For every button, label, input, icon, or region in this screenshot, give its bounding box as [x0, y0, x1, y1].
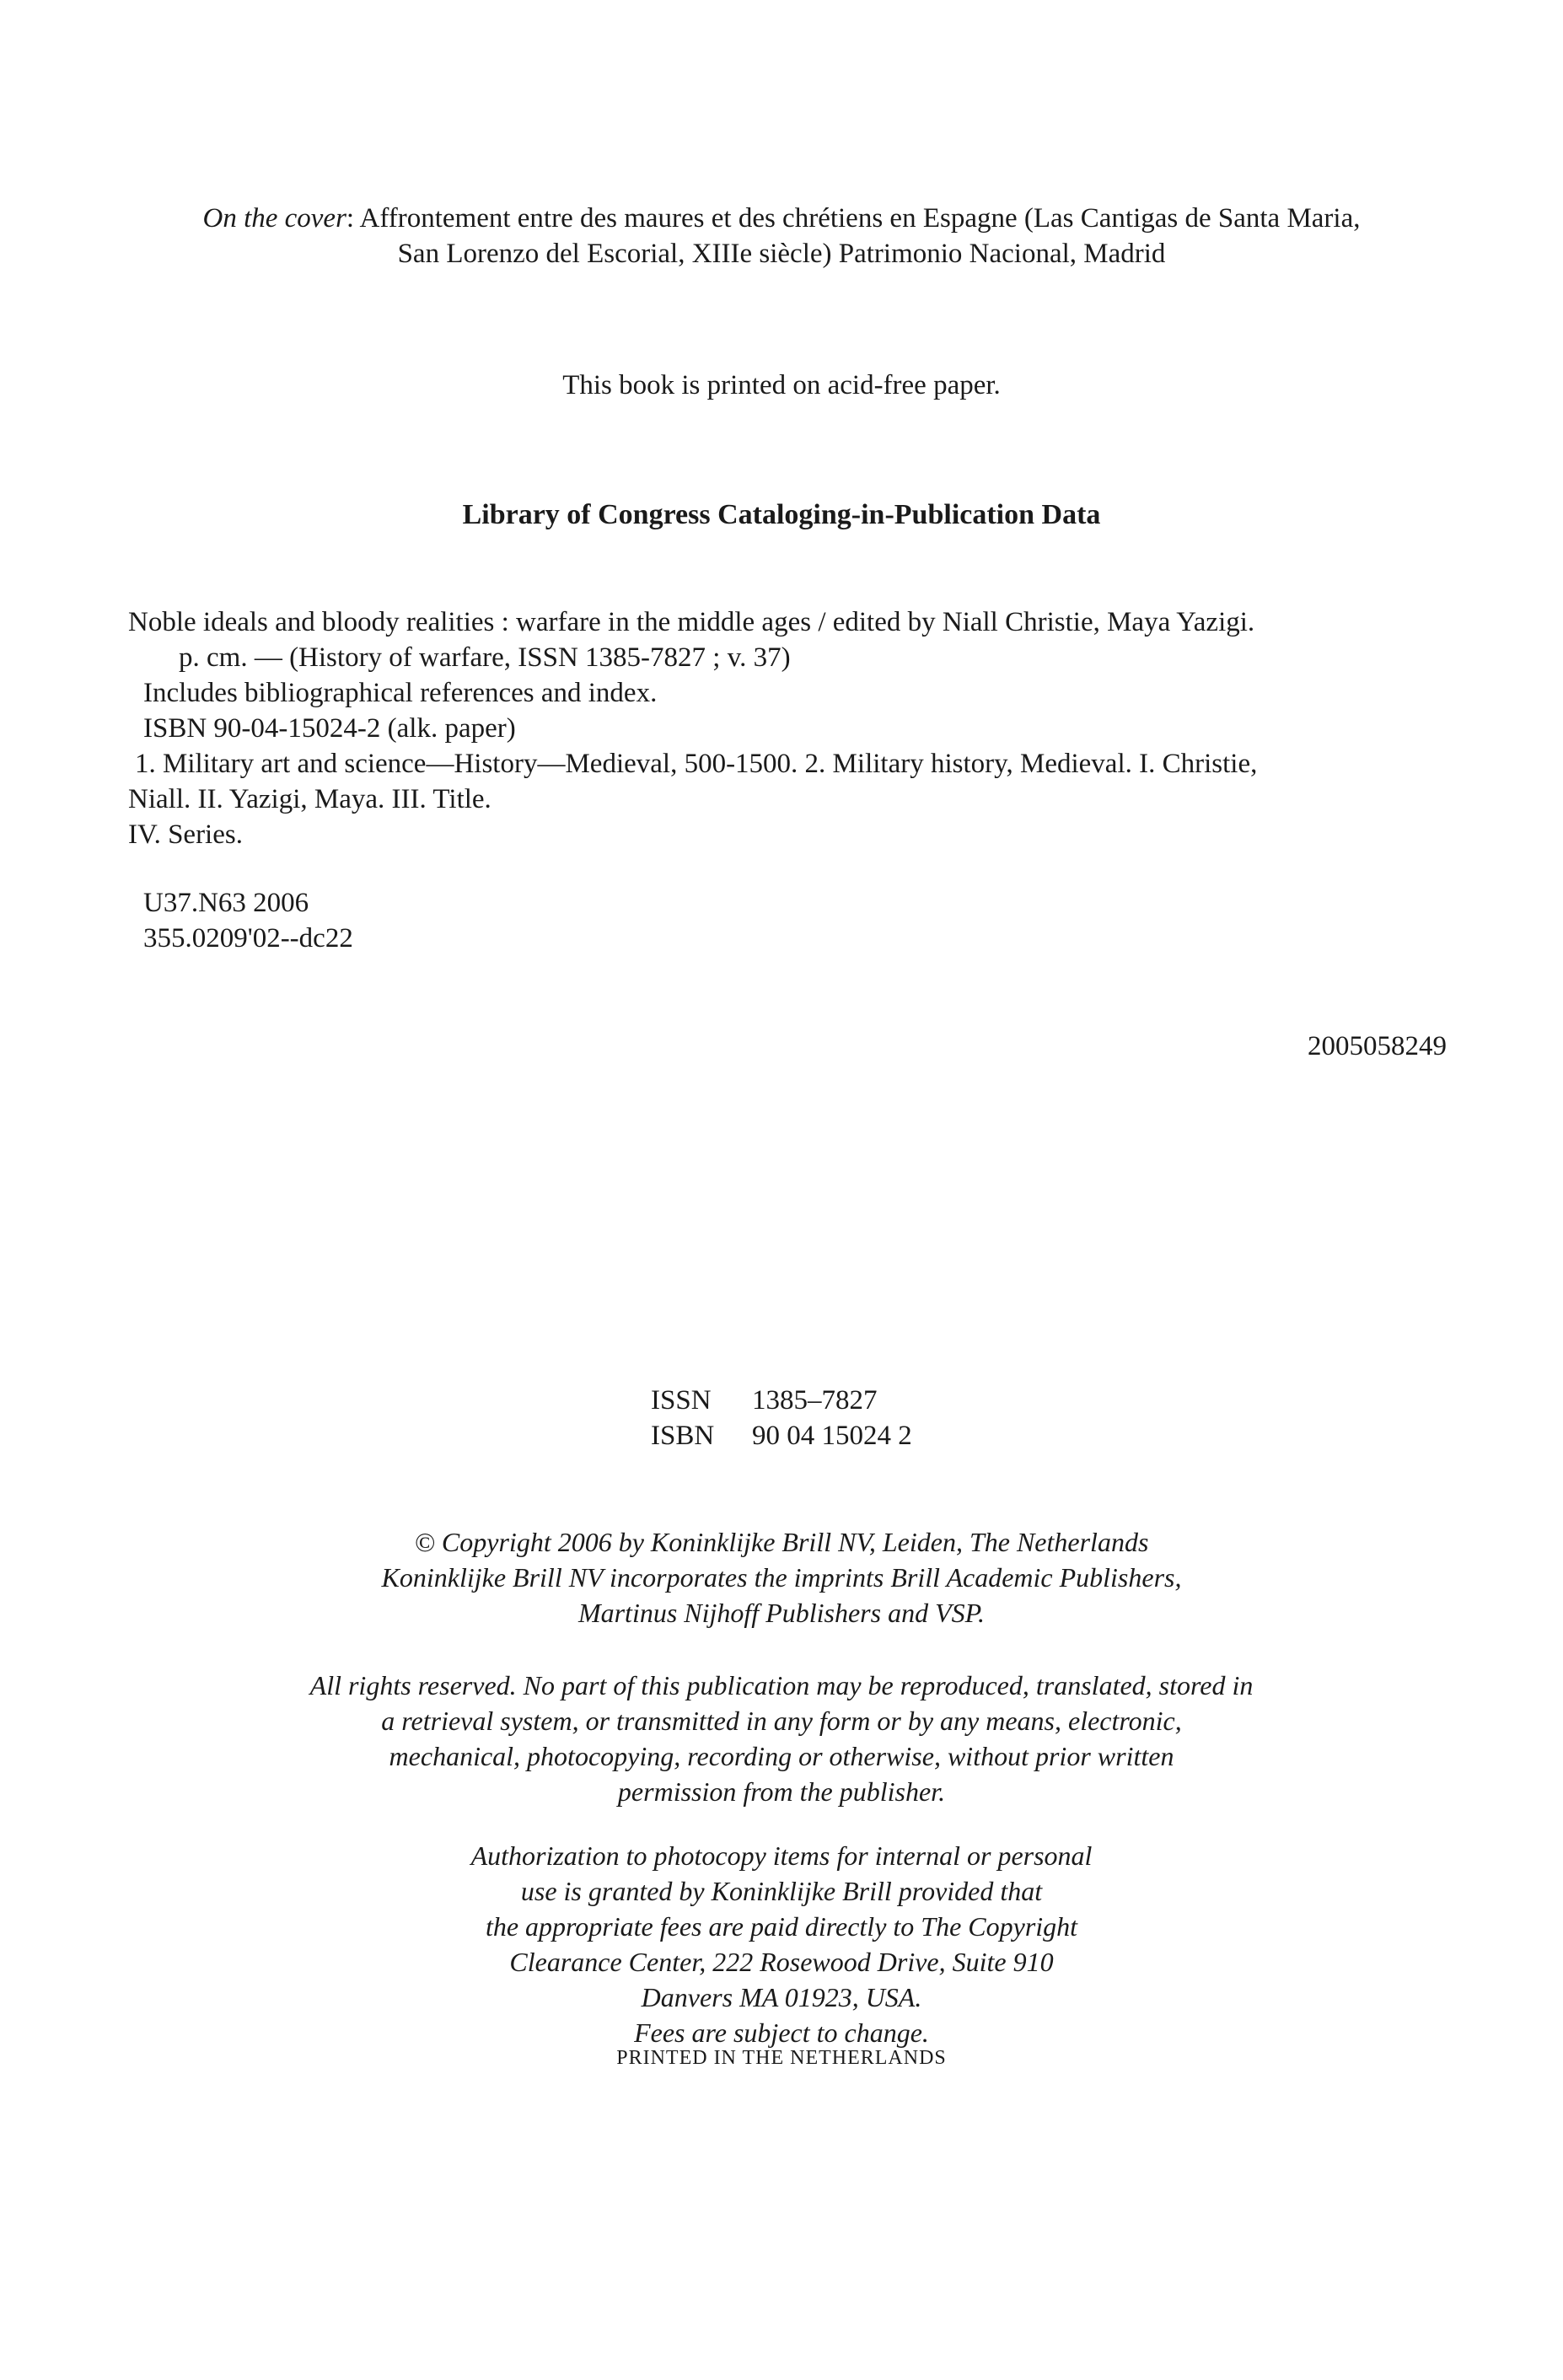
issn-label: ISSN — [651, 1385, 712, 1416]
cip-classification — [143, 885, 353, 956]
isbn-value: 90 04 15024 2 — [752, 1421, 912, 1451]
authorization-line-3: the appropriate fees are paid directly to The Copyright — [485, 1911, 1078, 1942]
rights-line-1: All rights reserved. No part of this publication may be reproduced, translated, stored in — [309, 1670, 1254, 1700]
cip-isbn-line: ISBN 90-04-15024-2 (alk. paper) — [143, 713, 516, 744]
cover-caption-label: On the cover — [202, 203, 346, 234]
rights-notice — [0, 1668, 1563, 1809]
authorization-line-1: Authorization to photocopy items for internal or personal — [470, 1840, 1093, 1871]
copyright-line-1: © Copyright 2006 by Koninklijke Brill NV, Leiden, The Netherlands — [414, 1527, 1149, 1557]
issn-value: 1385–7827 — [752, 1385, 878, 1416]
copyright-line-2: Koninklijke Brill NV incorporates the imprints Brill Academic Publishers, — [381, 1562, 1182, 1593]
cover-caption-line-1 — [0, 201, 1563, 236]
authorization-line-6: Fees are subject to change. — [634, 2017, 929, 2048]
authorization-line-5: Danvers MA 01923, USA. — [641, 1982, 922, 2012]
rights-line-4: permission from the publisher. — [617, 1776, 946, 1807]
rights-line-2: a retrieval system, or transmitted in any form or by any means, electronic, — [381, 1706, 1182, 1736]
cip-series-entry: IV. Series. — [128, 819, 243, 850]
cip-entry — [128, 604, 1443, 852]
cover-caption-line-2: San Lorenzo del Escorial, XIIIe siècle) Patrimonio Nacional, Madrid — [397, 239, 1166, 269]
cover-caption-text: : Affrontement entre des maures et des chrétiens en Espagne (Las Cantigas de Santa Maria, — [346, 203, 1361, 234]
cip-title-line: Noble ideals and bloody realities : warfare in the middle ages / edited by Niall Christie, Maya Yazigi. — [128, 607, 1255, 637]
call-number: U37.N63 2006 — [143, 888, 309, 918]
cip-subjects-continued: Niall. II. Yazigi, Maya. III. Title. — [128, 784, 491, 814]
lccn: 2005058249 — [1308, 1031, 1447, 1061]
copyright-line-3: Martinus Nijhoff Publishers and VSP. — [577, 1598, 986, 1628]
authorization-notice — [0, 1838, 1563, 2050]
issn-row — [651, 1383, 912, 1418]
rights-line-3: mechanical, photocopying, recording or otherwise, without prior written — [389, 1741, 1174, 1771]
copyright-notice — [0, 1524, 1563, 1631]
authorization-line-4: Clearance Center, 222 Rosewood Drive, Suite 910 — [509, 1947, 1054, 1977]
cover-caption — [0, 201, 1563, 271]
cip-heading: Library of Congress Cataloging-in-Publication Data — [462, 499, 1101, 530]
acid-free-note: This book is printed on acid-free paper. — [562, 370, 1001, 400]
authorization-line-2: use is granted by Koninklijke Brill provided that — [520, 1876, 1043, 1906]
identifiers — [651, 1383, 912, 1453]
cip-series-line: p. cm. — (History of warfare, ISSN 1385-7827 ; v. 37) — [179, 642, 791, 673]
cip-subjects-line: 1. Military art and science—History—Medieval, 500-1500. 2. Military history, Medieval. I. Christie, — [135, 749, 1258, 779]
dewey-number: 355.0209'02--dc22 — [143, 923, 353, 954]
isbn-row — [651, 1418, 912, 1453]
isbn-label: ISBN — [651, 1421, 715, 1451]
cip-notes-line: Includes bibliographical references and index. — [143, 678, 658, 708]
printed-in: PRINTED IN THE NETHERLANDS — [616, 2047, 947, 2069]
